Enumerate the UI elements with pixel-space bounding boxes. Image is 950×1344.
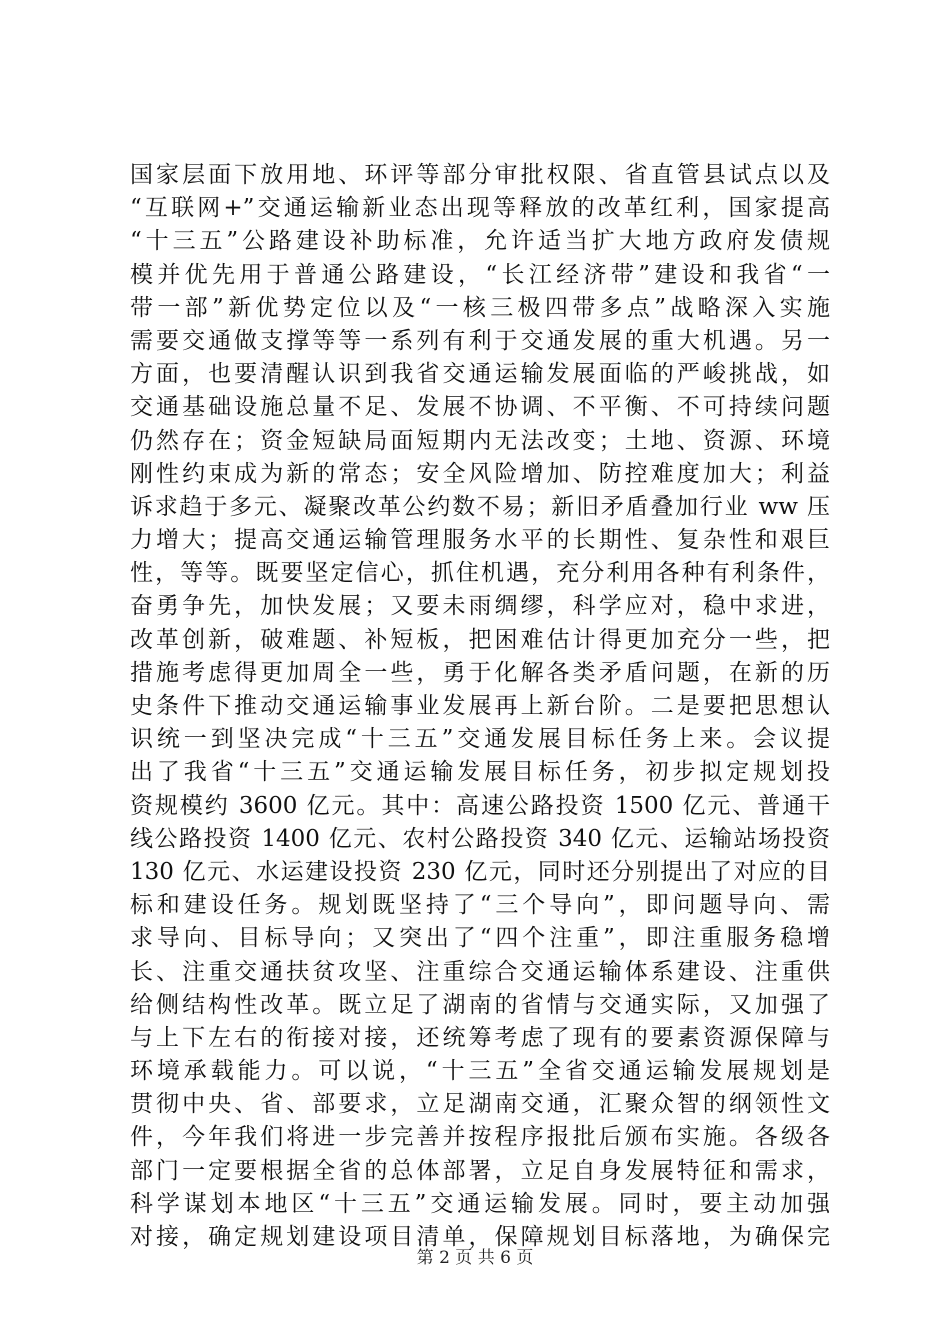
text-line: 诉求趋于多元、凝聚改革公约数不易；新旧矛盾叠加行业 ww 压	[130, 493, 830, 520]
text-line: 求导向、目标导向；又突出了“四个注重”，即注重服务稳增	[130, 925, 830, 952]
text-line: 长、注重交通扶贫攻坚、注重综合交通运输体系建设、注重供	[130, 958, 830, 985]
page-number-footer: 第 2 页 共 6 页	[416, 1248, 534, 1268]
text-line: 史条件下推动交通运输事业发展再上新台阶。二是要把思想认	[130, 693, 830, 719]
text-line: 措施考虑得更加周全一些，勇于化解各类矛盾问题，在新的历	[130, 659, 830, 686]
body-paragraph	[130, 159, 830, 1254]
text-line: 方面，也要清醒认识到我省交通运输发展面临的严峻挑战，如	[130, 361, 830, 388]
text-line: 力增大；提高交通运输管理服务水平的长期性、复杂性和艰巨	[130, 527, 830, 554]
text-line: 130 亿元、水运建设投资 230 亿元，同时还分别提出了对应的目	[130, 858, 830, 885]
text-line: 部门一定要根据全省的总体部署，立足自身发展特征和需求，	[130, 1157, 830, 1184]
text-line: 科学谋划本地区“十三五”交通运输发展。同时，要主动加强	[130, 1190, 830, 1217]
text-line: 性，等等。既要坚定信心，抓住机遇，充分利用各种有利条件，	[130, 560, 830, 587]
text-line: 出了我省“十三五”交通运输发展目标任务，初步拟定规划投	[130, 759, 830, 786]
text-line: “互联网+”交通运输新业态出现等释放的改革红利，国家提高	[130, 195, 830, 222]
text-line: 件，今年我们将进一步完善并按程序报批后颁布实施。各级各	[130, 1124, 830, 1151]
text-line: 交通基础设施总量不足、发展不协调、不平衡、不可持续问题	[130, 394, 830, 421]
text-line: 需要交通做支撑等等一系列有利于交通发展的重大机遇。另一	[130, 327, 830, 354]
text-line: 贯彻中央、省、部要求，立足湖南交通，汇聚众智的纲领性文	[130, 1091, 830, 1118]
text-line: 对接，确定规划建设项目清单，保障规划目标落地，为确保完	[130, 1224, 830, 1250]
text-line: “十三五”公路建设补助标准，允许适当扩大地方政府发债规	[130, 228, 830, 255]
text-line: 与上下左右的衔接对接，还统筹考虑了现有的要素资源保障与	[130, 1024, 830, 1051]
text-line: 国家层面下放用地、环评等部分审批权限、省直管县试点以及	[130, 162, 830, 188]
text-line: 模并优先用于普通公路建设，“长江经济带”建设和我省“一	[130, 261, 830, 288]
text-line: 识统一到坚决完成“十三五”交通发展目标任务上来。会议提	[130, 726, 830, 753]
text-line: 给侧结构性改革。既立足了湖南的省情与交通实际，又加强了	[130, 991, 830, 1018]
text-line: 带一部”新优势定位以及“一核三极四带多点”战略深入实施	[130, 294, 830, 321]
text-line: 改革创新，破难题、补短板，把困难估计得更加充分一些，把	[130, 626, 830, 653]
text-line: 环境承载能力。可以说，“十三五”全省交通运输发展规划是	[130, 1058, 830, 1085]
text-line: 资规模约 3600 亿元。其中：高速公路投资 1500 亿元、普通干	[130, 792, 830, 819]
text-line: 线公路投资 1400 亿元、农村公路投资 340 亿元、运输站场投资	[130, 825, 830, 852]
text-line: 标和建设任务。规划既坚持了“三个导向”，即问题导向、需	[130, 892, 830, 919]
text-line: 刚性约束成为新的常态；安全风险增加、防控难度加大；利益	[130, 460, 830, 487]
text-line: 奋勇争先，加快发展；又要未雨绸缪，科学应对，稳中求进，	[130, 593, 830, 620]
text-line: 仍然存在；资金短缺局面短期内无法改变；土地、资源、环境	[130, 427, 830, 454]
